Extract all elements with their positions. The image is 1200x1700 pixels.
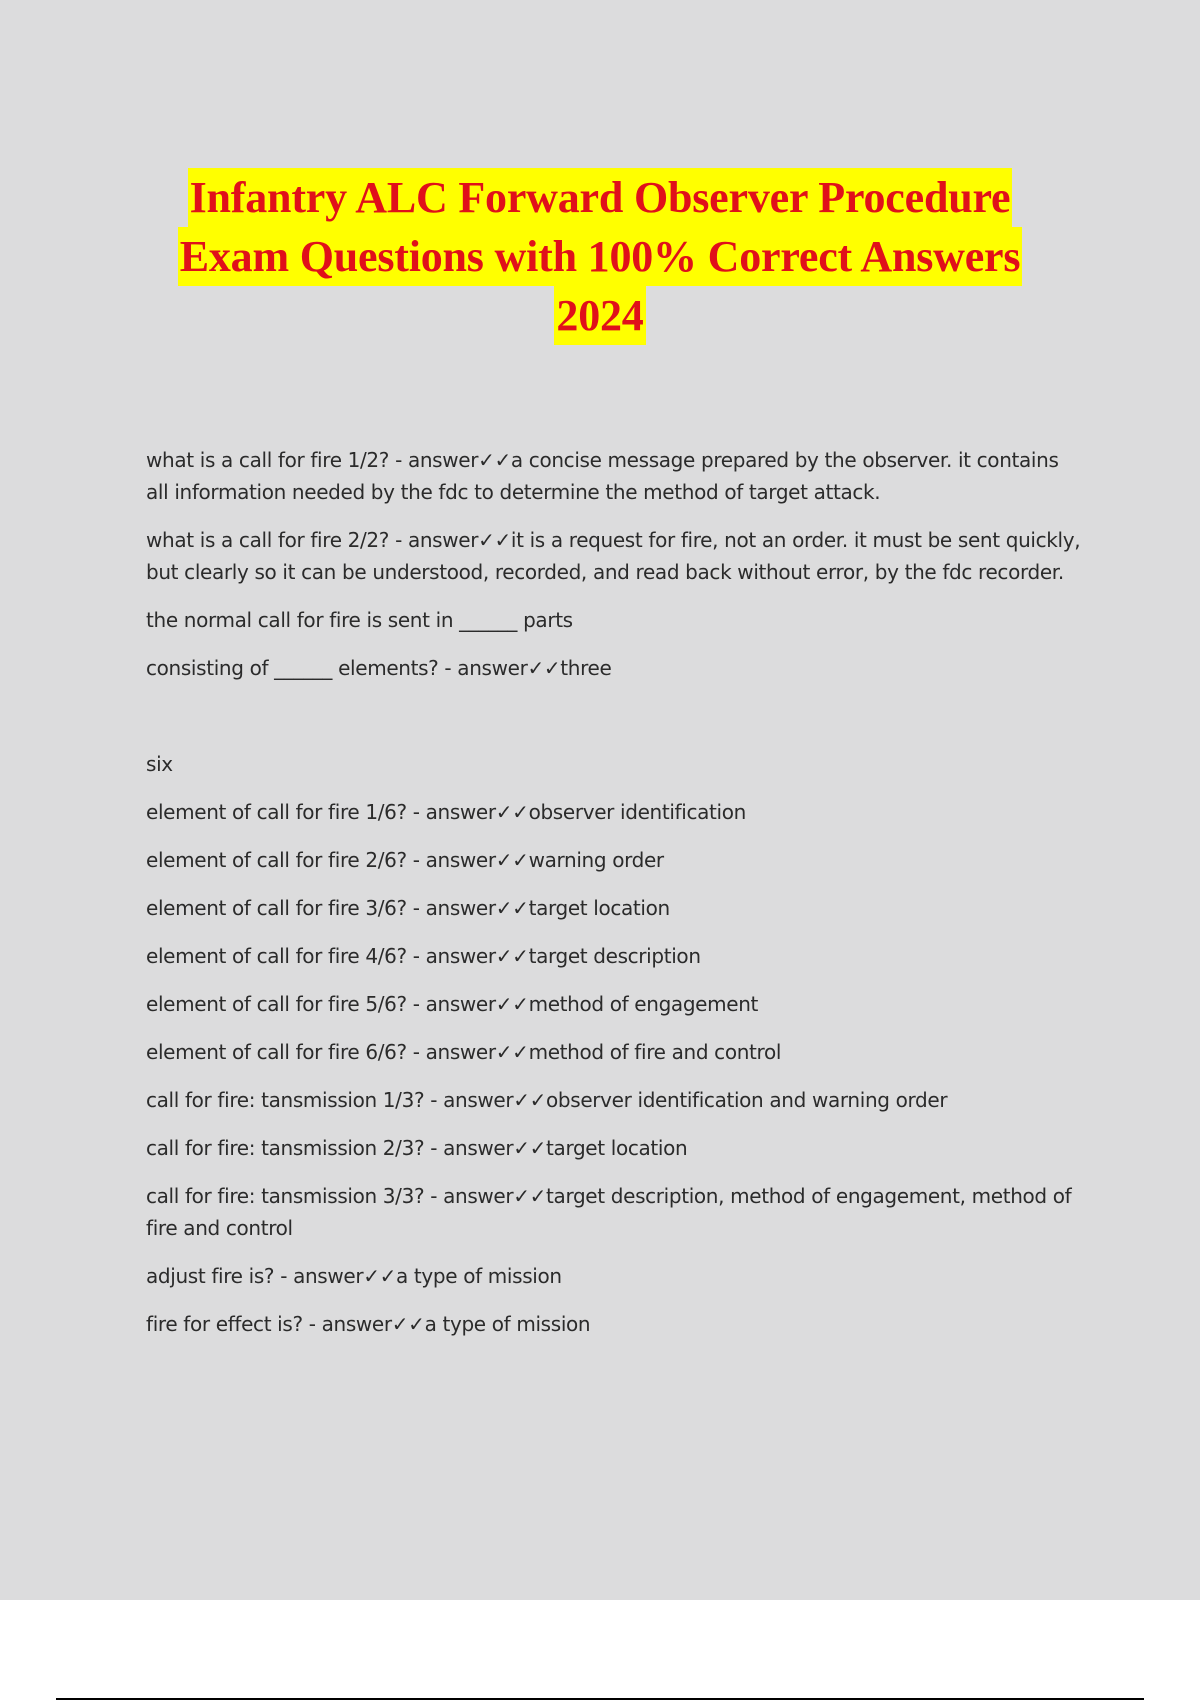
qa-item: consisting of ______ elements? - answer✓✓three [146,656,612,680]
qa-item: fire for effect is? - answer✓✓a type of mission [146,1312,591,1336]
qa-item: call for fire: tansmission 2/3? - answer✓✓target location [146,1136,688,1160]
title-line-1: Infantry ALC Forward Observer Procedure [188,168,1013,227]
qa-item: what is a call for fire 1/2? - answer✓✓a concise message prepared by the observer. it contains all information needed by the fdc to determine the method of target attack. [146,448,1059,504]
qa-item: adjust fire is? - answer✓✓a type of mission [146,1264,562,1288]
qa-item: six [146,752,173,776]
qa-item: the normal call for fire is sent in ______ parts [146,608,573,632]
title-line-2: Exam Questions with 100% Correct Answers [178,227,1023,286]
qa-item: element of call for fire 6/6? - answer✓✓method of fire and control [146,1040,782,1064]
qa-item: element of call for fire 4/6? - answer✓✓target description [146,944,701,968]
qa-item: element of call for fire 3/6? - answer✓✓target location [146,896,670,920]
qa-item: what is a call for fire 2/2? - answer✓✓it is a request for fire, not an order. it must be sent quickly, but clearly so it can be understood, recorded, and read back without error, by the fdc recorder. [146,528,1081,584]
title-line-3: 2024 [554,286,645,345]
qa-item: element of call for fire 2/6? - answer✓✓warning order [146,848,664,872]
qa-item: call for fire: tansmission 1/3? - answer✓✓observer identification and warning order [146,1088,948,1112]
qa-item: element of call for fire 1/6? - answer✓✓observer identification [146,800,746,824]
qa-item: element of call for fire 5/6? - answer✓✓method of engagement [146,992,759,1016]
qa-item: call for fire: tansmission 3/3? - answer✓✓target description, method of engagement, method of fire and control [146,1184,1072,1240]
document-title [100,168,1100,345]
qa-list [146,444,1086,1356]
